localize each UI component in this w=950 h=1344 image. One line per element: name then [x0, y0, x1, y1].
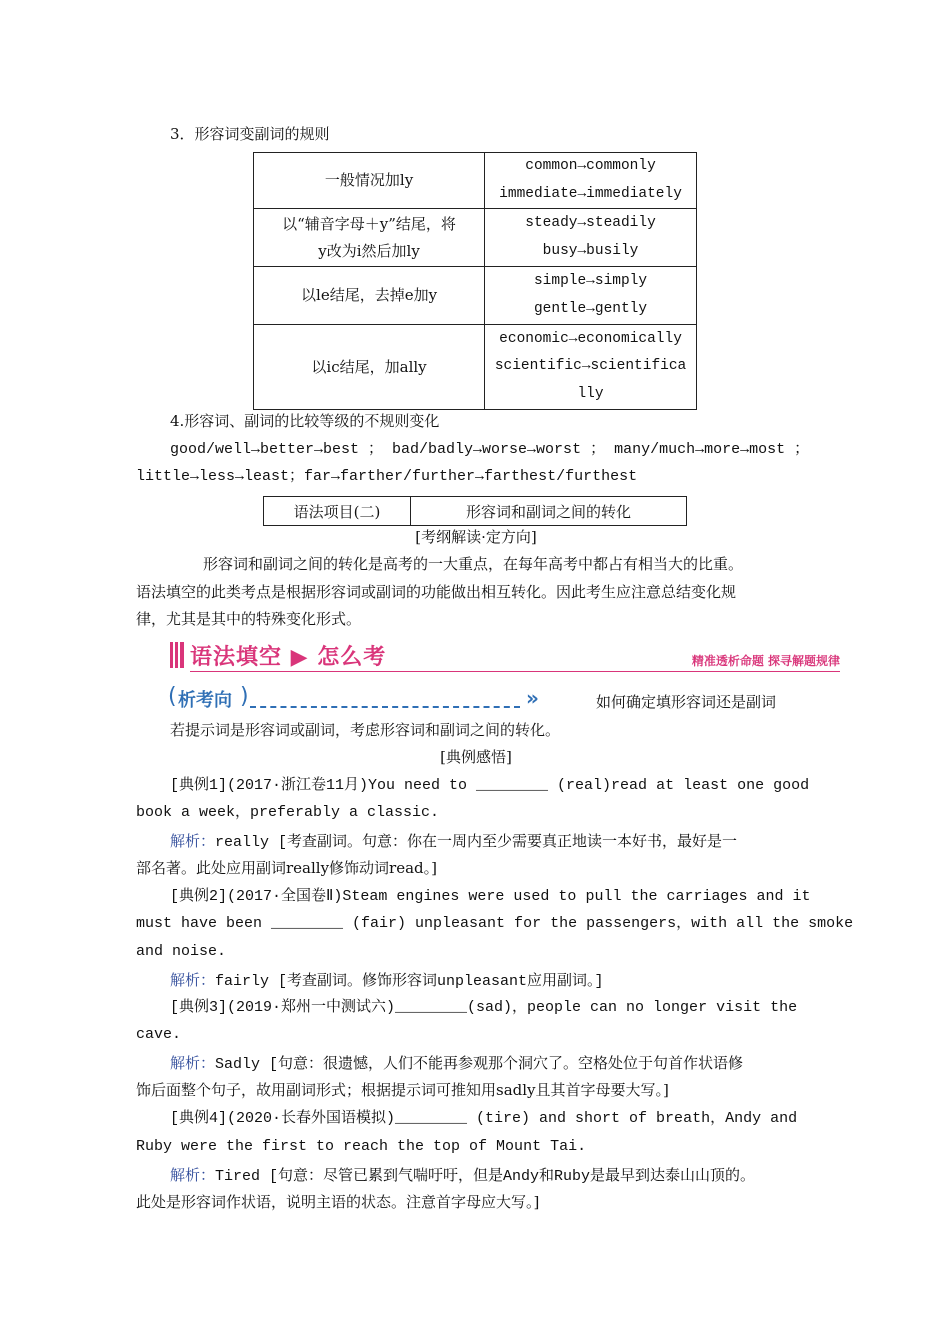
banner-tagline: 精准透析命题 探寻解题规律 — [691, 654, 840, 668]
analysis-label: 解析： — [170, 1054, 216, 1072]
grammar-item-label: 语法项目(二) — [264, 497, 411, 526]
grammar-item-table — [263, 496, 687, 526]
example-3-answer-line-1: 解析：Sadly [句意：很遗憾，人们不能再参观那个洞穴了。空格处位于句首作状语修 — [170, 1054, 744, 1073]
analysis-label: 解析： — [170, 1166, 216, 1184]
grammar-item-title: 形容词和副词之间的转化 — [411, 497, 687, 526]
banner-title: 语法填空 ▶ 怎么考 — [190, 645, 387, 670]
outline-subtitle: [考纲解读·定方向] — [415, 528, 537, 546]
example-1-answer-line-2: 部名著。此处应用副词really修饰动词read。] — [136, 859, 438, 877]
dashed-connector — [250, 706, 520, 708]
outline-para-line-1: 形容词和副词之间的转化是高考的一大重点，在每年高考中都占有相当大的比重。 — [203, 555, 744, 573]
example-cell: steady→steadily busy→busily — [485, 209, 697, 267]
table-row — [254, 325, 697, 410]
analysis-question: 如何确定填形容词还是副词 — [596, 693, 777, 711]
example-1-answer-line-1: 解析：really [考查副词。句意：你在一周内至少需要真正地读一本好书，最好是一 — [170, 832, 738, 851]
analysis-answer: 若提示词是形容词或副词，考虑形容词和副词之间的转化。 — [170, 721, 561, 739]
section-3-heading: 3．形容词变副词的规则 — [170, 125, 330, 143]
table-row — [254, 267, 697, 325]
rule-cell: 一般情况加ly — [254, 153, 485, 209]
example-2-line-2: must have been ________ (fair) unpleasant for the passengers，with all the smoke — [136, 915, 854, 932]
example-2-line-1: [典例2](2017·全国卷Ⅱ)Steam engines were used to pull the carriages and it — [170, 888, 811, 905]
irregular-line-1: good/well→better→best ； bad/badly→worse→worst ； many/much→more→most ； — [170, 441, 810, 458]
table-row — [254, 209, 697, 267]
example-4-answer-line-2: 此处是形容词作状语，说明主语的状态。注意首字母应大写。] — [136, 1193, 540, 1211]
rule-cell: 以“辅音字母＋y”结尾，将 y改为i然后加ly — [254, 209, 485, 267]
examples-title: [典例感悟] — [440, 748, 512, 766]
example-2-answer-line-1: 解析：fairly [考查副词。修饰形容词unpleasant应用副词。] — [170, 971, 604, 990]
example-cell: simple→simply gentle→gently — [485, 267, 697, 325]
example-2-line-3: and noise. — [136, 943, 227, 960]
analysis-label: 解析： — [170, 971, 216, 989]
section-banner — [170, 640, 840, 674]
rule-cell: 以ic结尾，加ally — [254, 325, 485, 410]
example-cell: common→commonly immediate→immediately — [485, 153, 697, 209]
rule-cell: 以le结尾，去掉e加y — [254, 267, 485, 325]
adj-to-adv-rules-table — [253, 152, 697, 410]
analysis-tag: ( 析考向 ) — [168, 684, 249, 711]
outline-para-line-2: 语法填空的此类考点是根据形容词或副词的功能做出相互转化。因此考生应注意总结变化规 — [136, 583, 737, 601]
example-4-line-2: Ruby were the first to reach the top of Mount Tai. — [136, 1138, 587, 1155]
example-1-line-1: [典例1](2017·浙江卷11月)You need to ________ (real)read at least one good — [170, 777, 810, 794]
example-4-line-1: [典例4](2020·长春外国语模拟)________ (tire) and short of breath，Andy and — [170, 1110, 798, 1127]
example-cell: economic→economically scientific→scientifica lly — [485, 325, 697, 410]
example-3-answer-line-2: 饰后面整个句子，故用副词形式；根据提示词可推知用sadly且其首字母要大写。] — [136, 1081, 669, 1099]
banner-stripes-icon — [170, 642, 184, 668]
example-1-line-2: book a week，preferably a classic. — [136, 804, 440, 821]
example-4-answer-line-1: 解析：Tired [句意：尽管已累到气喘吁吁，但是Andy和Ruby是最早到达泰山山顶的。 — [170, 1166, 756, 1185]
irregular-line-2: little→less→least；far→farther/further→farthest/furthest — [136, 468, 638, 485]
table-row — [254, 153, 697, 209]
section-4-heading: 4.形容词、副词的比较等级的不规则变化 — [170, 412, 440, 430]
example-3-line-2: cave. — [136, 1026, 182, 1043]
analysis-label: 解析： — [170, 832, 216, 850]
example-3-line-1: [典例3](2019·郑州一中测试六)________(sad)，people can no longer visit the — [170, 999, 798, 1016]
banner-divider — [190, 671, 840, 672]
outline-para-line-3: 律，尤其是其中的特殊变化形式。 — [136, 610, 362, 628]
double-chevron-icon: » — [526, 686, 539, 710]
